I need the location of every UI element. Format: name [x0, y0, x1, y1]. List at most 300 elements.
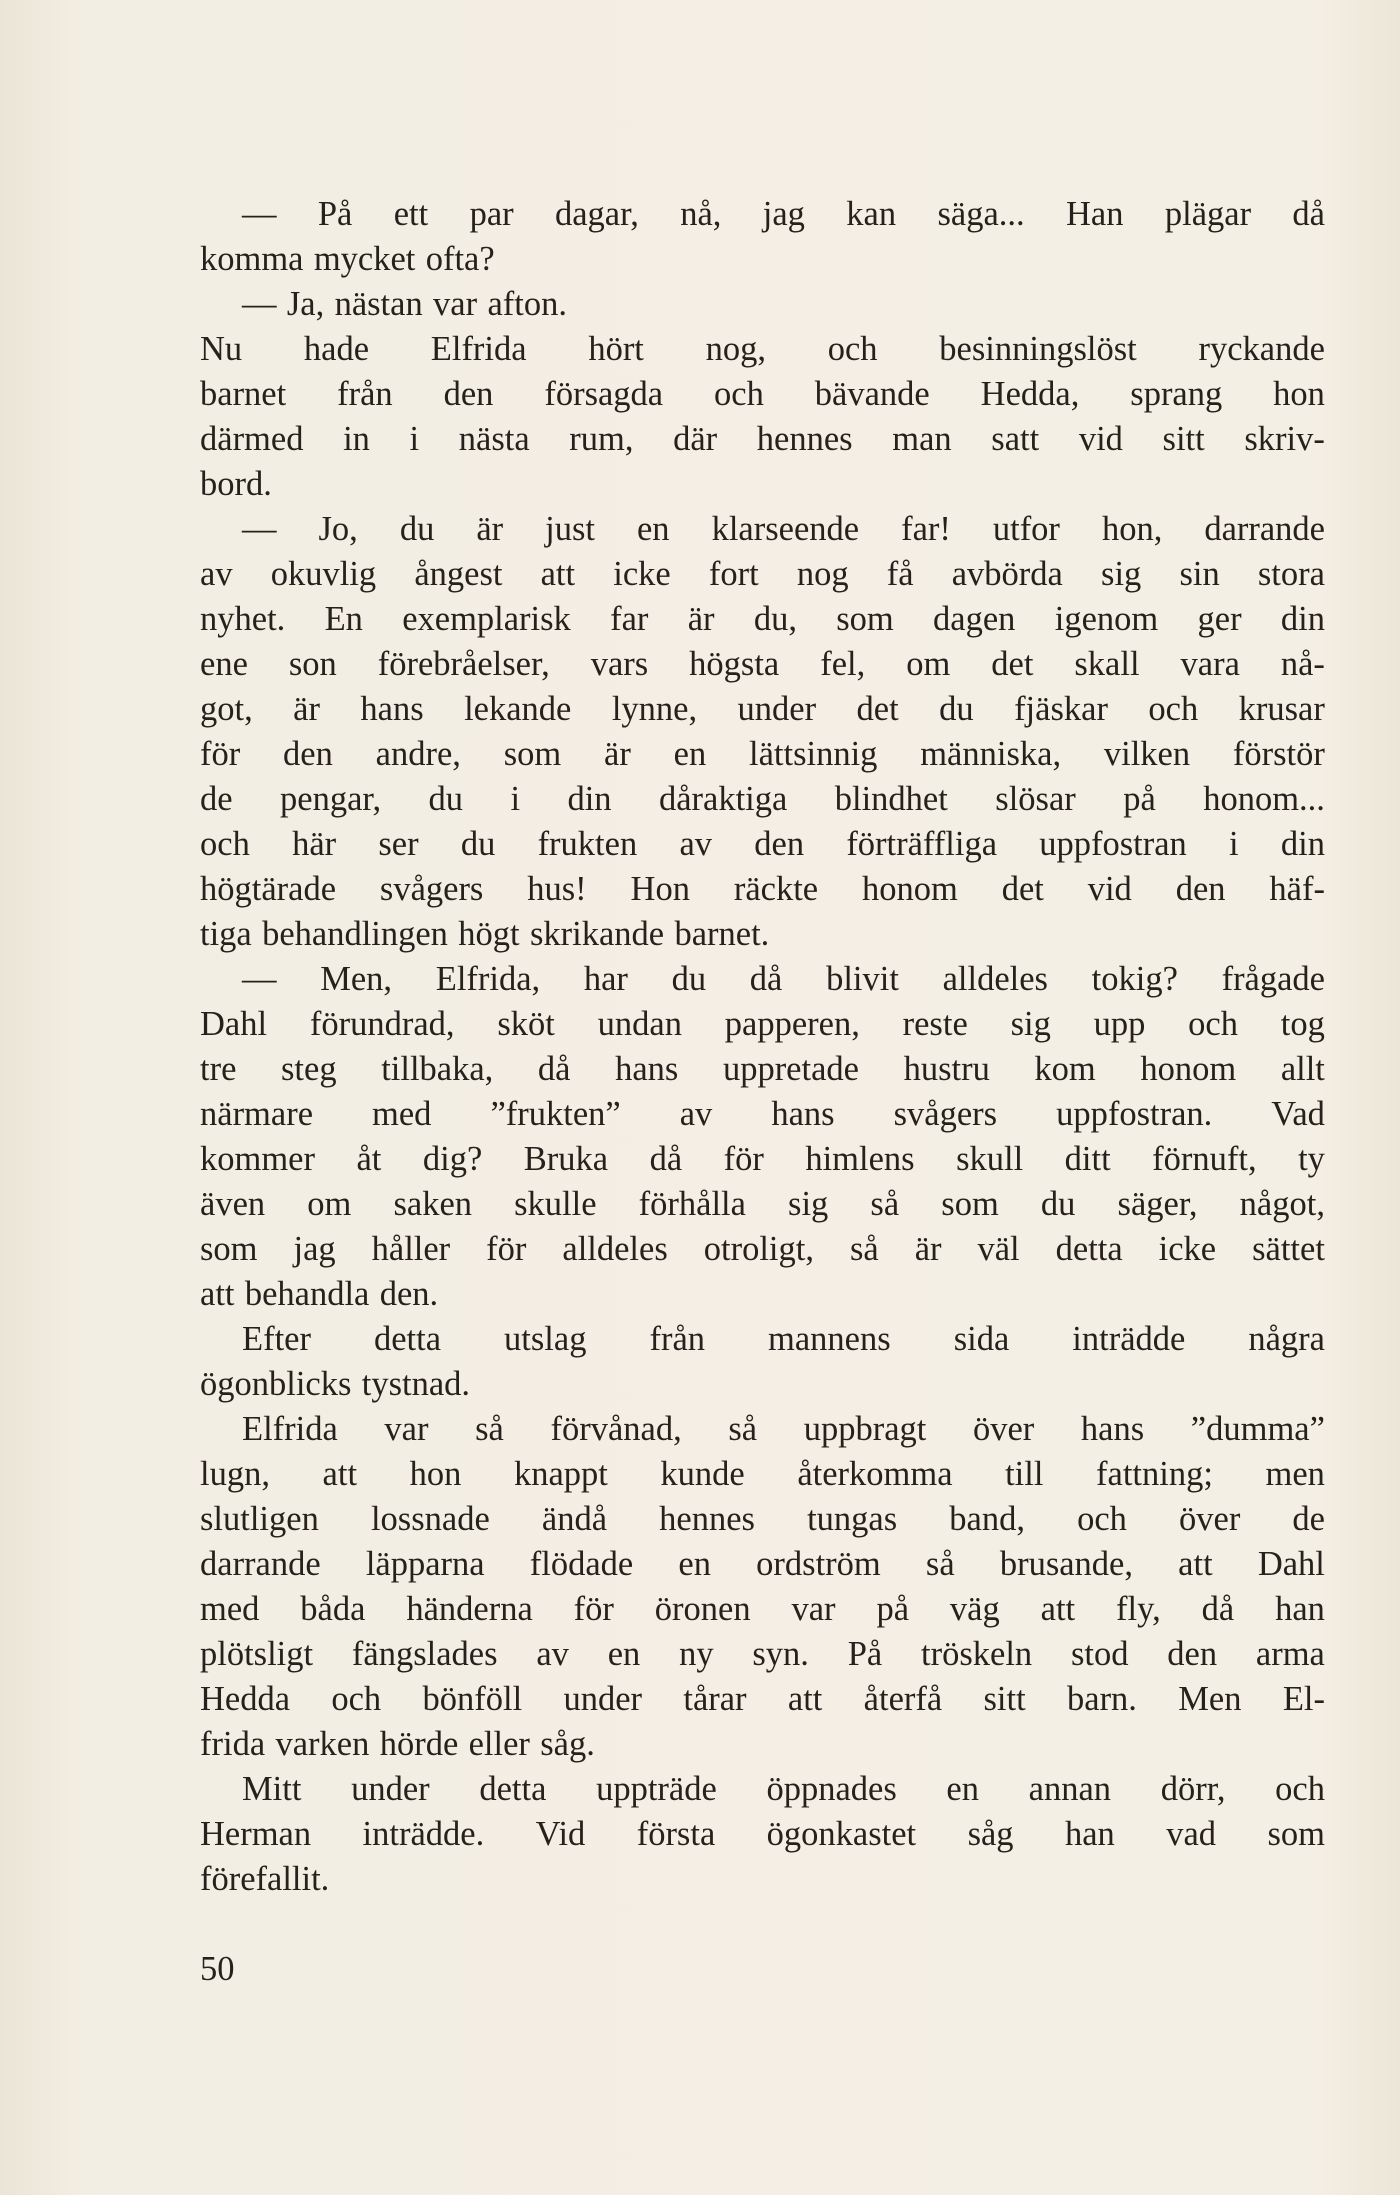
word: vars	[590, 645, 649, 683]
word: av	[679, 1095, 713, 1133]
text-line	[200, 1497, 1325, 1542]
word: då	[1292, 195, 1325, 233]
word: darrande	[200, 1545, 321, 1583]
word: och	[1188, 1005, 1238, 1043]
word: såg.	[540, 1725, 595, 1763]
word: högsta	[689, 645, 780, 683]
text-line	[200, 1632, 1325, 1677]
page-number: 50	[200, 1950, 235, 1988]
word: av	[200, 555, 233, 593]
word: hus!	[527, 870, 587, 908]
word: de	[200, 780, 233, 818]
word: på	[1123, 780, 1156, 818]
word: fängslades	[351, 1635, 498, 1673]
text-line	[200, 1272, 1325, 1317]
word: dåraktiga	[658, 780, 788, 818]
word: att	[1040, 1590, 1076, 1628]
word: jag	[762, 195, 805, 233]
word: detta	[479, 1770, 547, 1808]
word: nog,	[705, 330, 766, 368]
word: —	[242, 285, 277, 323]
text-line	[200, 1227, 1325, 1272]
word: pengar,	[280, 780, 382, 818]
text-line	[200, 1722, 1325, 1767]
word: honom...	[1203, 780, 1325, 818]
word: otroligt,	[703, 1230, 814, 1268]
word: ”dumma”	[1190, 1410, 1325, 1448]
word: förhålla	[638, 1185, 746, 1223]
word: uppfostran.	[1056, 1095, 1213, 1133]
word: under	[351, 1770, 430, 1808]
word: nå-	[1280, 645, 1325, 683]
text-line	[200, 552, 1325, 597]
word: återkomma	[797, 1455, 953, 1493]
word: väl	[977, 1230, 1020, 1268]
word: för	[723, 1140, 764, 1178]
word: dagar,	[554, 195, 639, 233]
word: för	[486, 1230, 527, 1268]
word: Elfrida,	[435, 960, 541, 998]
word: från	[337, 375, 393, 413]
word: lättsinnig	[749, 735, 878, 773]
text-line	[200, 1002, 1325, 1047]
word: skall	[1074, 645, 1140, 683]
word: förefallit.	[200, 1860, 330, 1898]
word: brusande,	[999, 1545, 1133, 1583]
word: utfor	[992, 510, 1060, 548]
word: nästan	[334, 285, 423, 323]
word: ögonblicks	[200, 1365, 352, 1403]
text-line	[200, 822, 1325, 867]
word: ögonkastet	[766, 1815, 917, 1853]
word: hans	[771, 1095, 835, 1133]
word: eller	[468, 1725, 530, 1763]
word: förebråelser,	[377, 645, 550, 683]
word: tröskeln	[921, 1635, 1033, 1673]
word: varken	[275, 1725, 370, 1763]
word: Hedda,	[980, 375, 1080, 413]
word: vara	[1180, 645, 1240, 683]
word: fattning;	[1096, 1455, 1213, 1493]
word: komma	[200, 240, 304, 278]
word: hon	[409, 1455, 462, 1493]
word: till	[1005, 1455, 1044, 1493]
word: högtärade	[200, 870, 337, 908]
word: Bruka	[523, 1140, 609, 1178]
word: nå,	[680, 195, 722, 233]
word: Nu	[200, 330, 243, 368]
word: tungas	[807, 1500, 898, 1538]
word: Herman	[200, 1815, 312, 1853]
word: syn.	[752, 1635, 809, 1673]
text-line	[200, 192, 1325, 237]
word: vid	[1087, 870, 1132, 908]
word: människa,	[920, 735, 1062, 773]
word: fel,	[820, 645, 866, 683]
word: säga...	[937, 195, 1025, 233]
word: men	[1265, 1455, 1325, 1493]
word: då	[537, 1050, 571, 1088]
word: son	[288, 645, 337, 683]
word: in	[343, 420, 370, 458]
word: att	[200, 1275, 235, 1313]
word: tiga	[200, 915, 252, 953]
word: fly,	[1116, 1590, 1161, 1628]
word: Dahl	[200, 1005, 268, 1043]
word: rum,	[569, 420, 634, 458]
word: uppträde	[596, 1770, 717, 1808]
text-line	[200, 1407, 1325, 1452]
word: förvånad,	[550, 1410, 682, 1448]
word: en	[607, 1635, 641, 1673]
word: nyhet.	[200, 600, 286, 638]
word: detta	[373, 1320, 442, 1358]
word: andre,	[375, 735, 461, 773]
word: den	[283, 735, 333, 773]
word: är	[476, 510, 504, 548]
word: Vad	[1271, 1095, 1325, 1133]
word: lekande	[464, 690, 572, 728]
word: han	[1064, 1815, 1115, 1853]
word: om	[307, 1185, 352, 1223]
word: är	[914, 1230, 942, 1268]
word: och	[1148, 690, 1199, 728]
word: barn.	[1067, 1680, 1137, 1718]
word: räckte	[733, 870, 819, 908]
word: förstör	[1232, 735, 1325, 773]
word: sida	[953, 1320, 1010, 1358]
word: blindhet	[834, 780, 948, 818]
word: försagda	[544, 375, 664, 413]
text-line	[200, 597, 1325, 642]
word: Dahl	[1257, 1545, 1325, 1583]
word: behandla	[244, 1275, 370, 1313]
word: ditt	[1064, 1140, 1111, 1178]
text-line	[200, 1587, 1325, 1632]
word: hustru	[903, 1050, 990, 1088]
text-line	[200, 282, 1325, 327]
body-text	[200, 192, 1325, 1902]
text-line	[200, 1542, 1325, 1587]
text-line	[200, 327, 1325, 372]
word: de	[1292, 1500, 1325, 1538]
word: sättet	[1252, 1230, 1325, 1268]
word: förnuft,	[1152, 1140, 1257, 1178]
word: han	[1275, 1590, 1325, 1628]
word: för	[573, 1590, 614, 1628]
word: skull	[956, 1140, 1024, 1178]
word: och	[331, 1680, 382, 1718]
word: kommer	[200, 1140, 315, 1178]
word: just	[545, 510, 595, 548]
word: där	[673, 420, 718, 458]
word: skrikande	[529, 915, 665, 953]
word: sköt	[497, 1005, 555, 1043]
text-line	[200, 732, 1325, 777]
word: Men,	[320, 960, 393, 998]
word: far!	[901, 510, 951, 548]
word: igenom	[1054, 600, 1159, 638]
word: det	[991, 645, 1034, 683]
word: tokig?	[1091, 960, 1178, 998]
word: det	[1001, 870, 1044, 908]
word: sitt	[1162, 420, 1205, 458]
word: exemplarisk	[402, 600, 571, 638]
word: ser	[378, 825, 419, 863]
word: lugn,	[200, 1455, 270, 1493]
text-line	[200, 507, 1325, 552]
word: ene	[200, 645, 248, 683]
word: under	[737, 690, 817, 728]
word: som	[503, 735, 562, 773]
text-line	[200, 462, 1325, 507]
word: en	[678, 1545, 711, 1583]
word: hennes	[659, 1500, 755, 1538]
word: lossnade	[370, 1500, 490, 1538]
word: säger,	[1117, 1185, 1198, 1223]
word: några	[1248, 1320, 1325, 1358]
word: är	[293, 690, 320, 728]
word: hon,	[1101, 510, 1163, 548]
word: första	[636, 1815, 716, 1853]
word: händerna	[406, 1590, 533, 1628]
word: den	[1175, 870, 1226, 908]
text-line	[200, 1047, 1325, 1092]
word: som	[941, 1185, 999, 1223]
word: icke	[1158, 1230, 1217, 1268]
word: saken	[393, 1185, 473, 1223]
word: Elfrida	[430, 330, 527, 368]
word: och	[200, 825, 250, 863]
word: här	[292, 825, 337, 863]
word: En	[324, 600, 363, 638]
word: alldeles	[562, 1230, 668, 1268]
word: alldeles	[942, 960, 1048, 998]
word: på	[876, 1590, 910, 1628]
word: honom	[861, 870, 958, 908]
text-line	[200, 1137, 1325, 1182]
word: förträffliga	[846, 825, 998, 863]
word: okuvlig	[270, 555, 377, 593]
word: att	[322, 1455, 358, 1493]
word: annan	[1028, 1770, 1112, 1808]
word: behandlingen	[262, 915, 448, 953]
word: sig	[788, 1185, 829, 1223]
word: den	[1167, 1635, 1218, 1673]
word: skulle	[514, 1185, 597, 1223]
word: klarseende	[711, 510, 860, 548]
word: hennes	[756, 420, 853, 458]
word: och	[1275, 1770, 1325, 1808]
word: slutligen	[200, 1500, 319, 1538]
word: dig?	[422, 1140, 483, 1178]
word: far	[610, 600, 649, 638]
word: hörde	[379, 1725, 459, 1763]
word: hans	[615, 1050, 679, 1088]
word: fjäskar	[1014, 690, 1108, 728]
word: hans	[360, 690, 424, 728]
word: ofta?	[425, 240, 495, 278]
text-line	[200, 867, 1325, 912]
word: då	[749, 960, 783, 998]
word: uppretade	[722, 1050, 859, 1088]
word: var	[384, 1410, 429, 1448]
word: den.	[379, 1275, 439, 1313]
word: mycket	[313, 240, 416, 278]
text-line	[200, 1182, 1325, 1227]
word: ty	[1298, 1140, 1325, 1178]
text-line	[200, 1857, 1325, 1902]
word: från	[649, 1320, 706, 1358]
word: ångest	[414, 555, 503, 593]
word: du	[671, 960, 707, 998]
word: var	[433, 285, 478, 323]
word: allt	[1280, 1050, 1325, 1088]
word: sprang	[1130, 375, 1223, 413]
word: steg	[281, 1050, 337, 1088]
word: med	[200, 1590, 260, 1628]
word: ändå	[541, 1500, 608, 1538]
word: Men	[1178, 1680, 1242, 1718]
word: kunde	[660, 1455, 745, 1493]
word: inträdde	[1072, 1320, 1186, 1358]
word: såg	[967, 1815, 1014, 1853]
word: satt	[991, 420, 1040, 458]
word: man	[892, 420, 952, 458]
word: skriv-	[1244, 420, 1325, 458]
word: den	[754, 825, 805, 863]
text-line	[200, 1362, 1325, 1407]
word: var	[791, 1590, 836, 1628]
word: jag	[293, 1230, 336, 1268]
word: Han	[1066, 195, 1124, 233]
word: sin	[1179, 555, 1220, 593]
word: knappt	[513, 1455, 608, 1493]
word: svågers	[893, 1095, 998, 1133]
word: sig	[1010, 1005, 1051, 1043]
word: du	[399, 510, 435, 548]
word: arma	[1255, 1635, 1325, 1673]
word: band,	[949, 1500, 1025, 1538]
word: du	[939, 690, 974, 728]
word: Elfrida	[242, 1410, 338, 1448]
word: upp	[1093, 1005, 1146, 1043]
word: du	[460, 825, 496, 863]
text-line	[200, 1677, 1325, 1722]
word: På	[847, 1635, 883, 1673]
word: du	[1040, 1185, 1076, 1223]
word: dörr,	[1160, 1770, 1226, 1808]
word: stora	[1257, 555, 1325, 593]
word: Efter	[242, 1320, 311, 1358]
word: att	[540, 555, 576, 593]
text-line	[200, 687, 1325, 732]
word: närmare	[200, 1095, 314, 1133]
word: och	[827, 330, 878, 368]
word: bönföll	[422, 1680, 523, 1718]
word: Mitt	[242, 1770, 302, 1808]
word: din	[567, 780, 612, 818]
word: utslag	[504, 1320, 587, 1358]
word: över	[972, 1410, 1035, 1448]
word: honom	[1140, 1050, 1237, 1088]
text-line	[200, 417, 1325, 462]
text-line	[200, 1452, 1325, 1497]
word: —	[242, 510, 277, 548]
word: nog	[796, 555, 849, 593]
word: barnet	[200, 375, 287, 413]
word: du,	[753, 600, 797, 638]
word: så	[849, 1230, 879, 1268]
word: då	[1201, 1590, 1235, 1628]
word: under	[563, 1680, 643, 1718]
word: frågade	[1221, 960, 1325, 998]
word: båda	[300, 1590, 366, 1628]
word: got,	[200, 690, 253, 728]
word: över	[1179, 1500, 1241, 1538]
word: högt	[458, 915, 520, 953]
word: tillbaka,	[381, 1050, 494, 1088]
word: —	[242, 195, 277, 233]
word: i	[409, 420, 420, 458]
word: slösar	[995, 780, 1076, 818]
word: häf-	[1269, 870, 1325, 908]
word: Jo,	[318, 510, 358, 548]
word: barnet.	[674, 915, 770, 953]
word: öronen	[654, 1590, 751, 1628]
text-line	[200, 1317, 1325, 1362]
word: Ja,	[286, 285, 325, 323]
word: är	[604, 735, 631, 773]
text-line	[200, 1767, 1325, 1812]
word: så	[475, 1410, 504, 1448]
word: —	[242, 960, 277, 998]
word: med	[372, 1095, 432, 1133]
word: att	[1178, 1545, 1213, 1583]
word: krusar	[1238, 690, 1325, 728]
word: ger	[1197, 600, 1242, 638]
word: hans	[1080, 1410, 1145, 1448]
word: hon	[1273, 375, 1325, 413]
word: darrande	[1204, 510, 1325, 548]
word: läpparna	[365, 1545, 485, 1583]
word: besinningslöst	[939, 330, 1137, 368]
word: inträdde.	[362, 1815, 485, 1853]
word: hört	[588, 330, 644, 368]
word: som	[836, 600, 894, 638]
word: flödade	[529, 1545, 634, 1583]
word: El-	[1282, 1680, 1325, 1718]
word: öppnades	[766, 1770, 897, 1808]
word: åt	[356, 1140, 382, 1178]
word: avbörda	[951, 555, 1063, 593]
word: en	[673, 735, 707, 773]
word: i	[510, 780, 521, 818]
word: afton.	[487, 285, 567, 323]
word: reste	[902, 1005, 968, 1043]
word: fort	[708, 555, 759, 593]
word: i	[1229, 825, 1239, 863]
word: uppfostran	[1039, 825, 1187, 863]
word: för	[200, 735, 241, 773]
word: som	[200, 1230, 258, 1268]
word: Vid	[535, 1815, 586, 1853]
text-line	[200, 1812, 1325, 1857]
word: tårar	[683, 1680, 747, 1718]
word: den	[443, 375, 494, 413]
word: det	[856, 690, 899, 728]
word: bord.	[200, 465, 272, 503]
